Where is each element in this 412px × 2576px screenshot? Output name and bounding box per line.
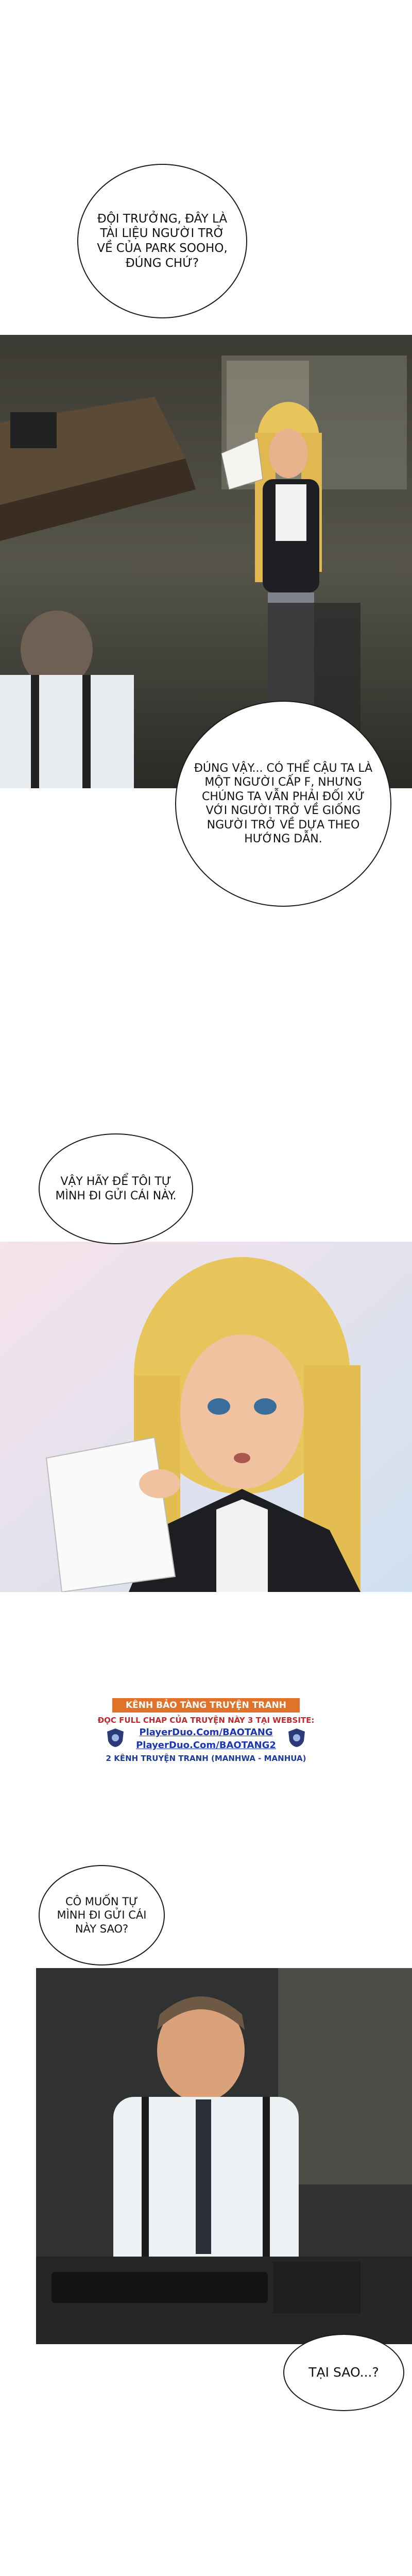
speech-bubble-3: VẬY HÃY ĐỂ TÔI TỰ MÌNH ĐI GỬI CÁI NÀY. bbox=[39, 1133, 193, 1244]
banner-line-2: 2 KÊNH TRUYỆN TRANH (MANHWA - MANHUA) bbox=[106, 1754, 306, 1763]
link-baotang[interactable]: PlayerDuo.Com/BAOTANG bbox=[139, 1727, 273, 1738]
banner-line-1: ĐỌC FULL CHAP CỦA TRUYỆN NÀY 3 TẠI WEBSITE: bbox=[97, 1716, 315, 1725]
banner-links bbox=[136, 1725, 276, 1751]
speech-bubble-4: CÔ MUỐN TỰ MÌNH ĐI GỬI CÁI NÀY SAO? bbox=[39, 1865, 165, 1965]
speech-bubble-2: ĐÚNG VẬY... CÓ THỂ CẬU TA LÀ MỘT NGƯỜI CẤP F, NHƯNG CHÚNG TA VẪN PHẢI ĐỐI XỬ VỚI NGƯỜI TRỞ VỀ GIỐNG NGƯỜI TRỞ VỀ DỰA THEO HƯỚNG DẪN. bbox=[175, 701, 391, 907]
link-baotang2[interactable]: PlayerDuo.Com/BAOTANG2 bbox=[136, 1740, 276, 1751]
speech-bubble-5: TẠI SAO...? bbox=[283, 2334, 404, 2411]
panel-closeup-art bbox=[0, 1242, 412, 1592]
panel-office-1-art bbox=[0, 335, 412, 788]
panel-office-1 bbox=[0, 335, 412, 788]
promo-banner bbox=[0, 1695, 412, 1793]
banner-row bbox=[106, 1725, 306, 1751]
shield-logo-icon-left bbox=[106, 1727, 125, 1748]
panel-man-desk-art bbox=[36, 1968, 412, 2344]
panel-man-desk bbox=[36, 1968, 412, 2344]
banner-heading: KÊNH BẢO TÀNG TRUYỆN TRANH bbox=[112, 1698, 300, 1713]
speech-bubble-1: ĐỘI TRƯỞNG, ĐÂY LÀ TÀI LIỆU NGƯỜI TRỞ VỀ CỦA PARK SOOHO, ĐÚNG CHỨ? bbox=[77, 164, 247, 318]
panel-closeup-woman bbox=[0, 1242, 412, 1592]
shield-logo-icon-right bbox=[287, 1727, 306, 1748]
